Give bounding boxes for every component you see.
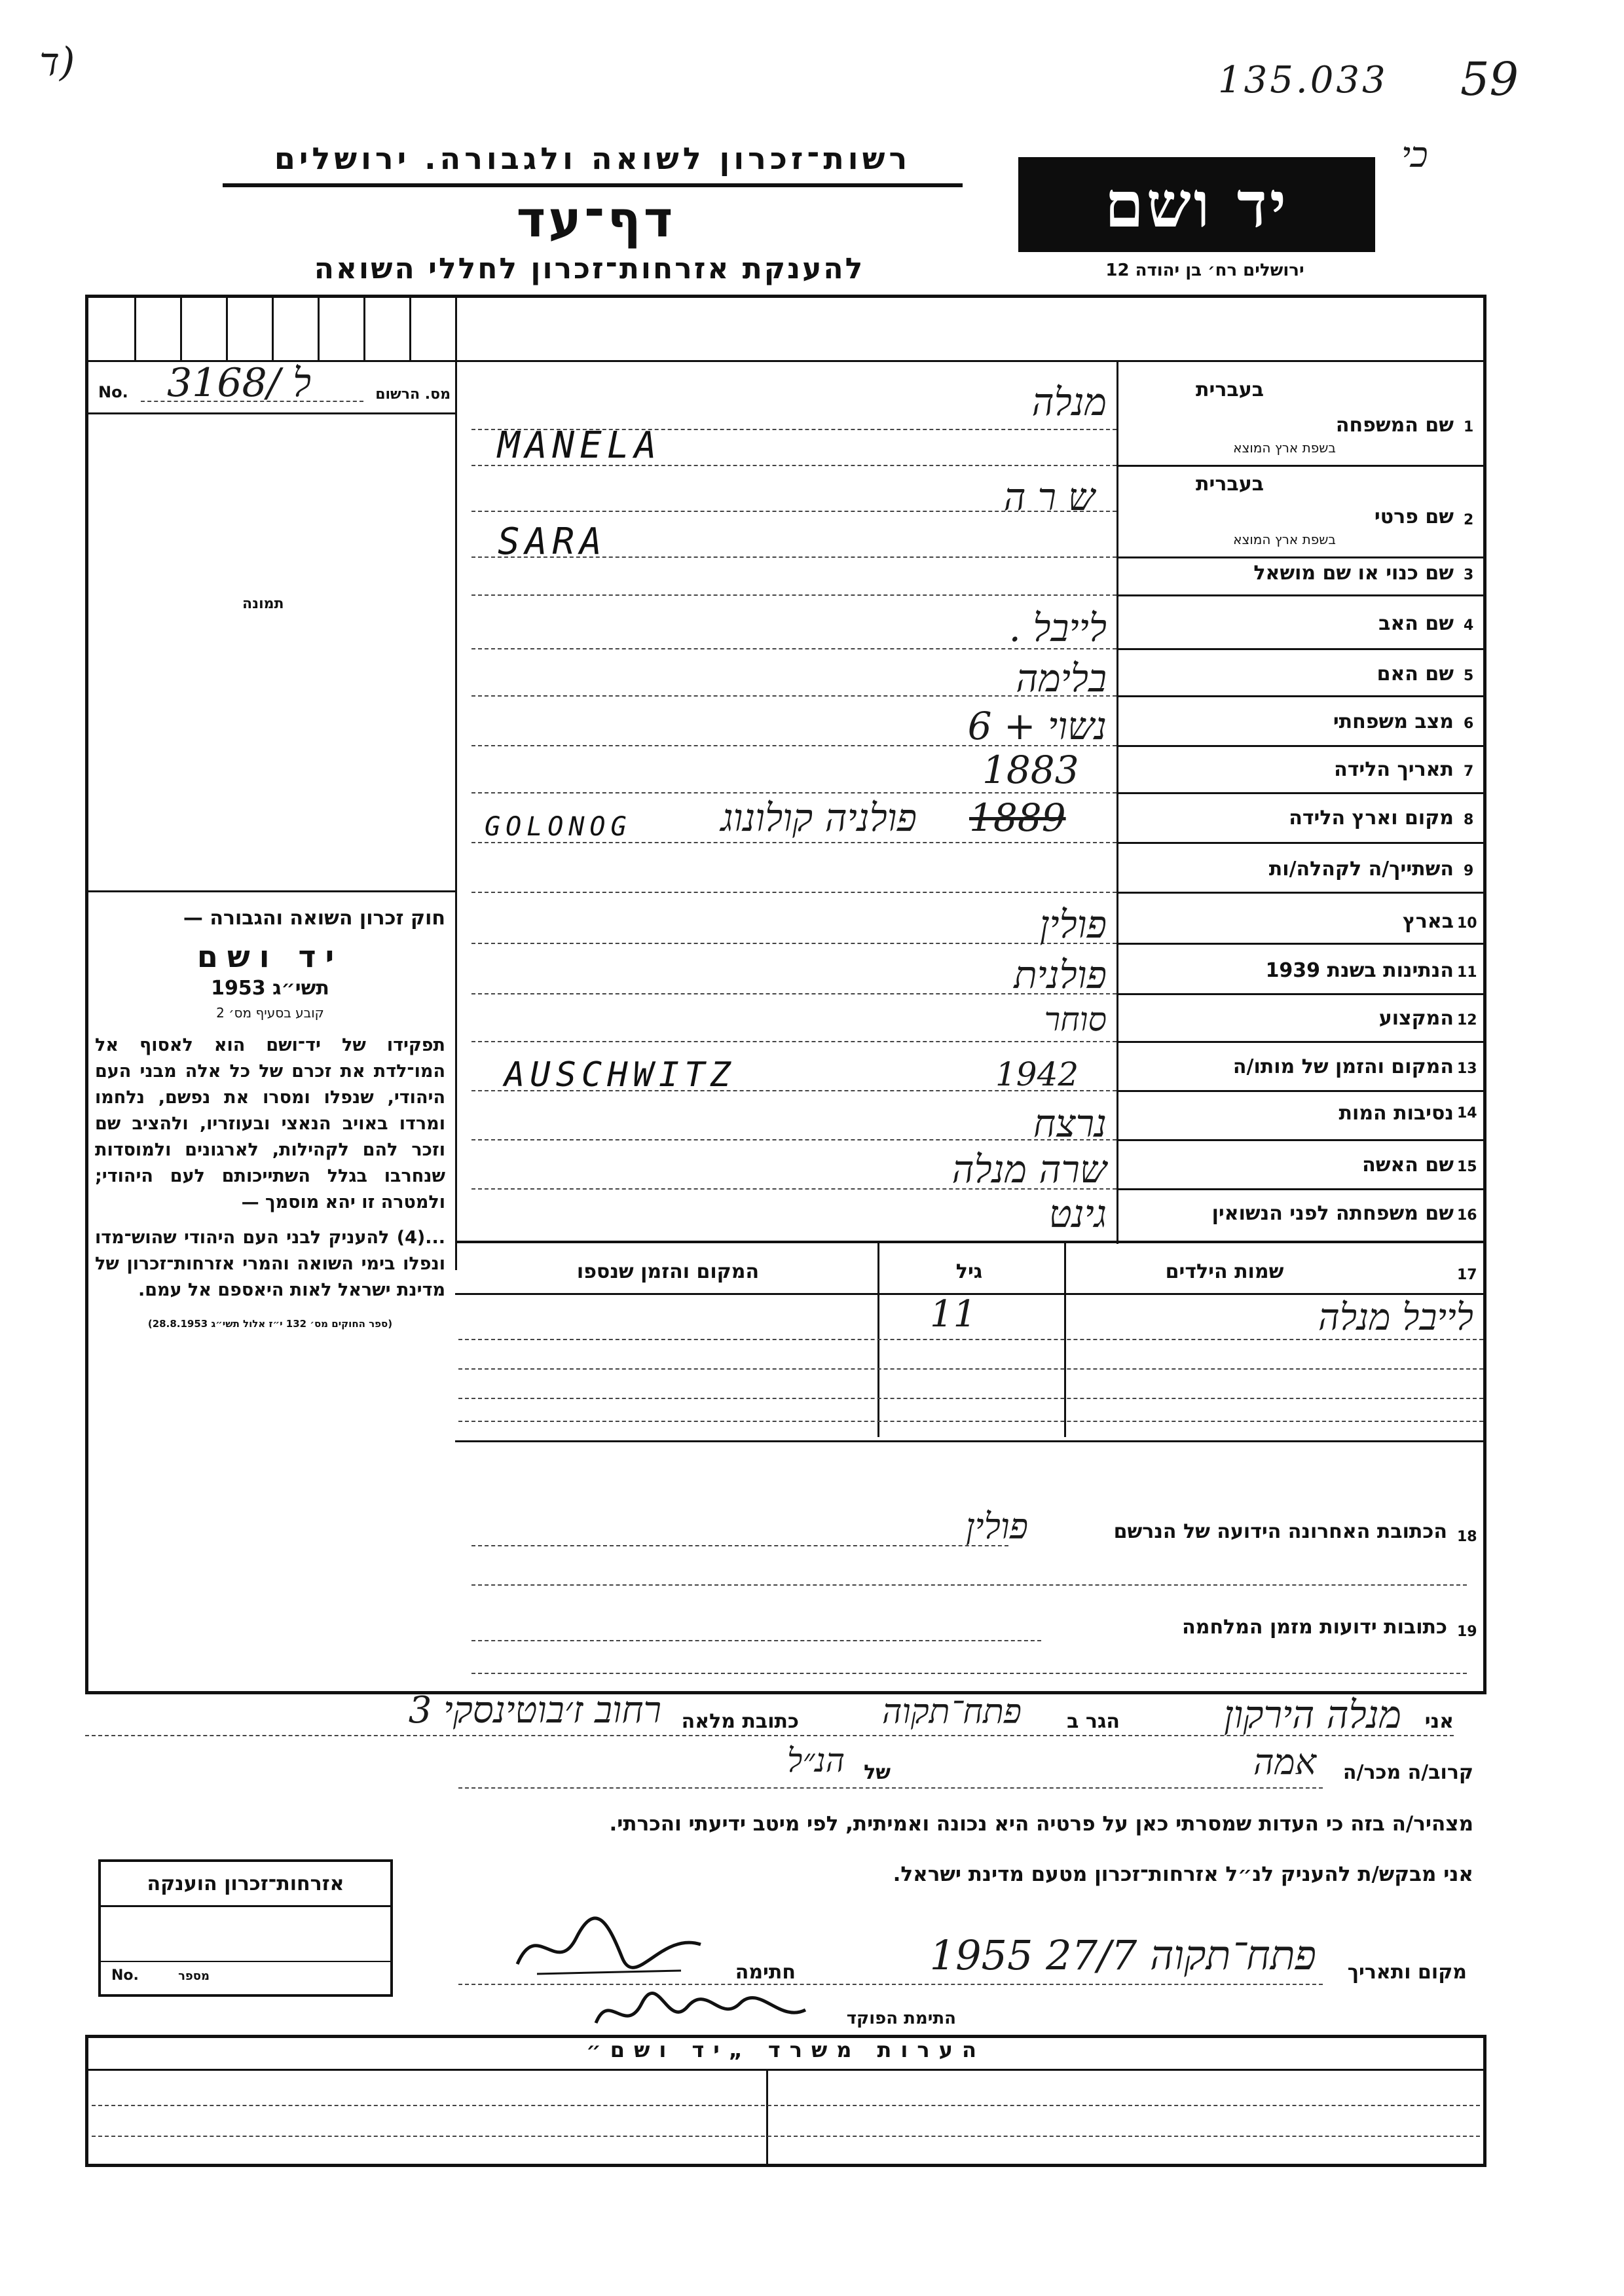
children-section-top-rule [455,1241,1486,1243]
law-name: יד ושם [196,939,344,974]
photo-label: תמונה [242,596,284,612]
field-14-label: נסיבות המות [1338,1102,1454,1125]
field-16-value: גינט [1048,1192,1107,1236]
yad-vashem-logo [1018,157,1375,252]
law-clause: קובע בסעיף מס׳ 2 [216,1005,324,1021]
corner-mark-top-right: 59 [1460,52,1519,106]
signature-label: חתימה [735,1961,796,1984]
field-rule [1116,1139,1486,1141]
tick-divider [134,298,136,360]
law-body-1: תפקידו של יד־ושם הוא לאסוף אל המו־לדת את זכרם של כל אלה מבני העם היהודי, שנפלו ומסרו את נפשם, נלחמו ומרדו באויב הנאצי ובעוזריו, ולהציב שם וזכר להם לקהילות, לארגונים ולמוסדות שנחרבו בגלל השתייכותם לעם היהודי; ולמטרה זו יהא מוסמך — [95,1035,445,1212]
value-line [471,792,1116,793]
field-6-label: מצב משפחתי [1333,710,1454,733]
field-9-label: השתייך/ה לקהלה/ות [1268,858,1454,881]
field-8-value: פולניה קולונוג [720,795,917,840]
left-column-divider [455,298,457,1270]
tick-divider [180,298,182,360]
field-11-number: 11 [1457,964,1477,981]
child-age: 11 [930,1293,977,1336]
form-subtitle: להענקת אזרחות־זכרון לחללי השואה [314,252,865,285]
law-reference: (ספר החוקים מס׳ 132 י״ז אלול תשי״ג 28.8.1953) [147,1318,393,1330]
office-notes-title: הערות משרד „יד ושם״ [586,2037,986,2062]
field-2-number: 2 [1464,512,1474,528]
form-title: דף־עד [516,190,676,248]
declaration-request: אני מבקש/ת להעניק לנ״ל אזרחות־זכרון מטעם מדינת ישראל. [893,1863,1473,1886]
field-rule [1116,695,1486,697]
office-notes-line [92,2105,1480,2106]
field-rule [1116,465,1486,467]
field-6-number: 6 [1464,716,1474,732]
logo-address: ירושלים רח׳ בן יהודה 12 [1105,261,1304,280]
citizenship-box-rule [98,1961,393,1962]
value-line [471,594,1116,596]
corner-side-mark: כי [1401,134,1428,175]
office-notes-rule [85,2069,1486,2071]
field-15-value: שרה מנלה [951,1147,1107,1192]
tick-divider [318,298,320,360]
law-body-2: ...(4) להעניק לבני העם היהודי שהוש־מדו ונפלו בימי השואה והמרי אזרחות־זכרון של מדינת ישראל לאות היאספם אל עמם. [95,1228,445,1300]
field-10-value: פולין [1039,902,1107,947]
law-title: חוק זכרון השואה והגבורה — [183,907,445,930]
field-4-value: לייבל . [1008,606,1107,650]
field-rule [1116,1041,1486,1043]
field-rule [1116,648,1486,650]
value-line [471,892,1116,893]
tick-divider [409,298,411,360]
relation-value: אמה [1253,1741,1316,1783]
authority-name: רשות־זכרון לשואה ולגבורה. ירושלים [274,141,912,176]
city-value: פתח־תקוה [882,1692,1022,1732]
office-notes-divider [766,2069,768,2167]
field-rule [1116,745,1486,747]
last-address-value: פולין [965,1506,1028,1547]
value-line [471,1041,1116,1042]
logo-text: יד ושם [1104,168,1289,242]
label-column-divider [1116,360,1118,1244]
field-rule [1116,1188,1486,1190]
address-label: כתובת מלאה [681,1710,799,1733]
field-8-label: מקום וארץ הלידה [1289,807,1454,829]
field-1-number: 1 [1464,419,1474,435]
field-8-struck-value: 1889 [969,795,1066,840]
office-notes-line [92,2136,1480,2137]
field-1-sub-label: בשפת ארץ המוצא [1233,440,1336,456]
children-row-line [458,1339,1483,1340]
field-12-label: המקצוע [1378,1007,1454,1030]
field-6-value: נשוי + 6 [967,704,1107,748]
addresses-top-rule [455,1440,1486,1442]
declaration-line [458,1787,1323,1789]
declarant-signature [511,1912,707,1986]
children-col-names: שמות הילדים [1165,1260,1284,1283]
children-row-line [458,1421,1483,1422]
field-16-label: שם משפחתה לפני הנשואין [1211,1202,1454,1225]
field-4-label: שם האב [1378,612,1454,635]
field-7-number: 7 [1464,763,1474,780]
field-16-number: 16 [1457,1207,1477,1224]
field-15-number: 15 [1457,1159,1477,1175]
field-11-value: פולנית [1014,953,1107,997]
last-address-label: הכתובת האחרונה הידועה של הנרשם [1113,1520,1447,1543]
field-3-number: 3 [1464,567,1474,583]
authority-underline [223,183,963,187]
field-8-latin-value: GOLONOG [485,812,632,842]
field-12-value: סוחר [1044,1000,1107,1038]
field-10-label: בארץ [1402,910,1454,933]
field-rule [1116,943,1486,945]
field-9-number: 9 [1464,863,1474,879]
declaration-ani: אני [1424,1710,1454,1733]
declarant-name: מנלה הירקון [1223,1692,1401,1737]
field-11-label: הנתינות בשנת 1939 [1265,959,1454,982]
citizenship-no-label: No. [111,1967,139,1984]
field-rule [1116,842,1486,844]
tick-divider [226,298,228,360]
field-14-value: נרצח [1033,1101,1107,1146]
children-row-line [458,1368,1483,1370]
field-8-number: 8 [1464,812,1474,828]
address-line [471,1584,1467,1586]
tick-divider [363,298,365,360]
field-1-hebrew-value: מנלה [1031,380,1107,424]
law-year: תשי״ג 1953 [211,977,329,1000]
place-date-label: מקום ותאריך [1347,1961,1467,1984]
reference-number: 135.033 [1218,59,1388,101]
field-2-hebrew-value: שרה [1003,475,1107,519]
photo-area-bottom-rule [85,890,455,892]
children-col-place: המקום והזמן שנספו [576,1260,760,1283]
field-10-number: 10 [1457,915,1477,932]
resides-label: הגר ב [1067,1710,1120,1733]
address-line [471,1545,1008,1546]
field-14-number: 14 [1457,1105,1477,1121]
field-5-value: בלימה [1016,656,1107,701]
field-13-value: 1942 [995,1055,1079,1093]
registration-line [141,401,363,402]
field-2-origin-value: SARA [498,520,607,563]
address-line [471,1640,1041,1641]
field-rule [1116,1090,1486,1092]
children-col-age: גיל [955,1260,983,1283]
address-value: רחוב ז׳בוטינסקי 3 [408,1689,661,1732]
place-date-value: פתח־תקוה 27/7 1955 [929,1931,1316,1979]
field-15-label: שם האשה [1362,1154,1454,1176]
field-rule [1116,556,1486,558]
declaration-statement: מצהיר/ה בזה כי העדות שמסרתי כאן על פרטיה היא נכונה ואמיתית, לפי מיטב ידיעתי והכרתי. [609,1812,1473,1836]
field-2-sub-label: בשפת ארץ המוצא [1233,532,1336,547]
corner-mark-top-left: ד) [39,39,75,85]
field-7-value: 1883 [982,748,1079,792]
official-signature-label: התימת הפוקד [846,2009,956,2028]
field-rule [1116,993,1486,995]
registration-number: 3168/ ל [167,360,312,406]
war-addresses-label: כתובות ידועות מזמן המלחמה [1182,1616,1447,1639]
field-rule [1116,594,1486,596]
value-line [471,842,1116,843]
field-rule [1116,792,1486,794]
field-13-latin-value: AUSCHWITZ [504,1055,736,1095]
children-row-line [458,1398,1483,1399]
of-value: הנ״ל [787,1741,845,1779]
address-18-number: 18 [1457,1529,1477,1545]
relative-label: קרוב/ה מכר/ה [1342,1761,1473,1784]
registration-rule [85,412,455,414]
law-box [95,907,445,1330]
address-line [471,1673,1467,1674]
registration-label: מס. הרשום [375,386,451,403]
field-2-hebrew-label: בעברית [1196,473,1264,496]
children-number: 17 [1457,1267,1477,1283]
field-12-number: 12 [1457,1012,1477,1029]
of-label: של [864,1761,891,1784]
field-1-hebrew-label: בעברית [1196,378,1264,401]
declaration-line [85,1735,1454,1736]
registration-no-label: No. [98,383,128,401]
citizenship-box-title: אזרחות־זכרון הוענקה [147,1872,344,1895]
field-13-label: המקום והזמן של מותו/ה [1232,1055,1454,1078]
field-rule [1116,892,1486,894]
declaration-line [458,1984,1323,1985]
field-7-label: תאריך הלידה [1334,758,1454,781]
field-5-label: שם האם [1376,663,1454,685]
child-name: לייבל מנלה [1318,1296,1473,1339]
field-1-origin-value: MANELA [498,424,662,467]
field-2-label: שם פרטי [1374,505,1454,528]
field-5-number: 5 [1464,668,1474,684]
field-13-number: 13 [1457,1061,1477,1077]
address-19-number: 19 [1457,1624,1477,1640]
tick-divider [272,298,274,360]
citizenship-box-rule [98,1905,393,1907]
citizenship-number-label: מספר [178,1969,210,1983]
field-4-number: 4 [1464,617,1474,634]
field-3-label: שם כנוי או שם מושאל [1253,562,1454,585]
field-1-label: שם המשפחה [1335,414,1454,437]
